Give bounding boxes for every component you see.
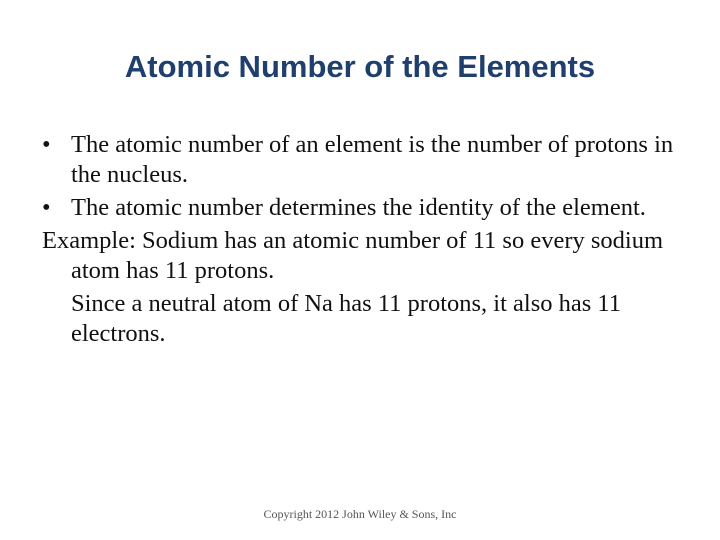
bullet-item [42, 193, 682, 223]
bullet-text: The atomic number determines the identity of the element. [71, 194, 646, 221]
bullet-dot-icon: • [42, 131, 51, 158]
bullet-text: The atomic number of an element is the number of protons in the nucleus. [71, 131, 674, 188]
bullet-item [42, 130, 682, 190]
slide-body [42, 130, 682, 349]
slide-title: Atomic Number of the Elements [124, 49, 596, 84]
example-text: Example: Sodium has an atomic number of 11 so every sodium atom has 11 protons. [42, 227, 664, 284]
bullet-dot-icon: • [42, 194, 51, 221]
example-followup-text: Since a neutral atom of Na has 11 protons, it also has 11 electrons. [71, 290, 621, 347]
copyright-footer: Copyright 2012 John Wiley & Sons, Inc [263, 507, 457, 521]
